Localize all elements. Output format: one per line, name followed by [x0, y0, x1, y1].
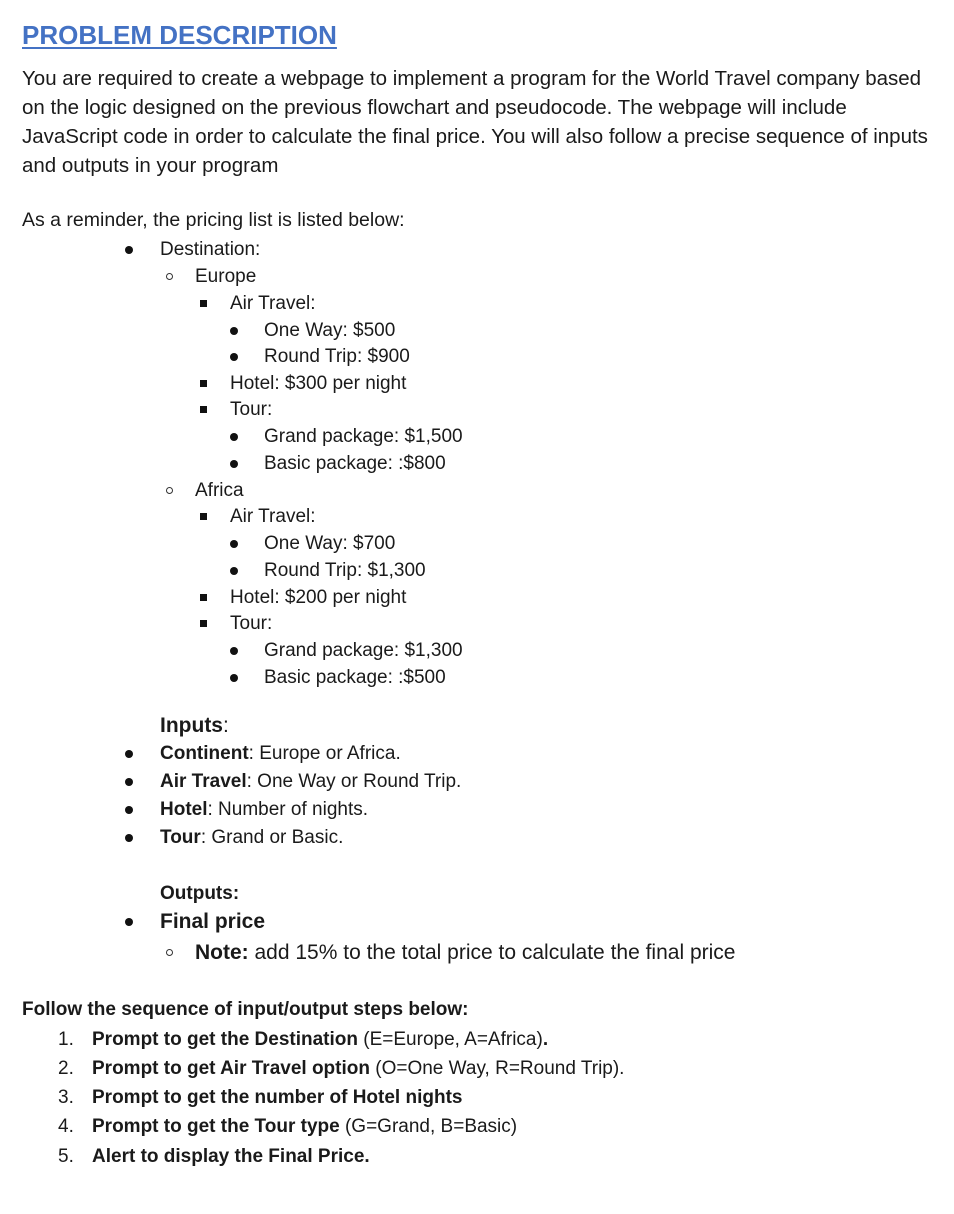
step-destination: Prompt to get the Destination (E=Europe, A=Africa). — [92, 1029, 549, 1050]
africa-tour: Tour: — [230, 613, 273, 634]
input-air-travel: Air Travel: One Way or Round Trip. — [160, 771, 462, 792]
bullet-disc — [230, 674, 238, 682]
europe-basic: Basic package: :$800 — [264, 453, 446, 474]
europe-grand: Grand package: $1,500 — [264, 426, 463, 447]
europe-round-trip: Round Trip: $900 — [264, 346, 410, 367]
bullet-circle — [166, 273, 173, 280]
bullet-square — [200, 620, 207, 627]
step-number: 4. — [58, 1116, 74, 1137]
bullet-circle — [166, 949, 173, 956]
bullet-square — [200, 380, 207, 387]
bullet-square — [200, 406, 207, 413]
africa-grand: Grand package: $1,300 — [264, 640, 463, 661]
africa-hotel: Hotel: $200 per night — [230, 587, 407, 608]
final-price-note: Note: add 15% to the total price to calculate the final price — [195, 941, 736, 964]
bullet-disc — [125, 246, 133, 254]
step-air-travel: Prompt to get Air Travel option (O=One Way, R=Round Trip). — [92, 1058, 625, 1079]
destination-label: Destination: — [160, 239, 261, 260]
bullet-disc — [125, 834, 133, 842]
inputs-heading: Inputs: — [160, 714, 229, 737]
bullet-disc — [230, 540, 238, 548]
bullet-square — [200, 300, 207, 307]
step-hotel-nights: Prompt to get the number of Hotel nights — [92, 1087, 463, 1108]
step-tour-type: Prompt to get the Tour type (G=Grand, B=Basic) — [92, 1116, 518, 1137]
africa-one-way: One Way: $700 — [264, 533, 396, 554]
step-number: 5. — [58, 1146, 74, 1167]
bullet-circle — [166, 487, 173, 494]
europe-one-way: One Way: $500 — [264, 320, 396, 341]
step-number: 2. — [58, 1058, 74, 1079]
bullet-disc — [125, 750, 133, 758]
bullet-square — [200, 513, 207, 520]
input-hotel: Hotel: Number of nights. — [160, 799, 369, 820]
africa-round-trip: Round Trip: $1,300 — [264, 560, 426, 581]
intro-paragraph: You are required to create a webpage to implement a program for the World Travel company based on the logic designed on the previous flowchart and pseudocode. The webpage will include JavaScript code in order to calculate the final price. You will also follow a precise sequence of inputs and outputs in your program — [22, 67, 928, 177]
bullet-disc — [230, 567, 238, 575]
bullet-square — [200, 594, 207, 601]
page-title: PROBLEM DESCRIPTION — [22, 20, 337, 50]
europe-hotel: Hotel: $300 per night — [230, 373, 407, 394]
step-number: 3. — [58, 1087, 74, 1108]
bullet-disc — [230, 460, 238, 468]
africa-basic: Basic package: :$500 — [264, 667, 446, 688]
europe-label: Europe — [195, 266, 257, 287]
africa-air-travel: Air Travel: — [230, 506, 316, 527]
outputs-heading: Outputs: — [160, 883, 240, 904]
europe-tour: Tour: — [230, 399, 273, 420]
step-final-price: Alert to display the Final Price. — [92, 1146, 370, 1167]
input-tour: Tour: Grand or Basic. — [160, 827, 344, 848]
step-number: 1. — [58, 1029, 74, 1050]
final-price-label: Final price — [160, 910, 266, 933]
bullet-disc — [230, 647, 238, 655]
bullet-disc — [125, 918, 133, 926]
reminder-text: As a reminder, the pricing list is listed below: — [22, 209, 405, 231]
sequence-heading: Follow the sequence of input/output steps below: — [22, 999, 469, 1020]
europe-air-travel: Air Travel: — [230, 293, 316, 314]
bullet-disc — [230, 353, 238, 361]
bullet-disc — [125, 806, 133, 814]
bullet-disc — [125, 778, 133, 786]
bullet-disc — [230, 327, 238, 335]
africa-label: Africa — [195, 480, 244, 501]
input-continent: Continent: Europe or Africa. — [160, 743, 401, 764]
bullet-disc — [230, 433, 238, 441]
